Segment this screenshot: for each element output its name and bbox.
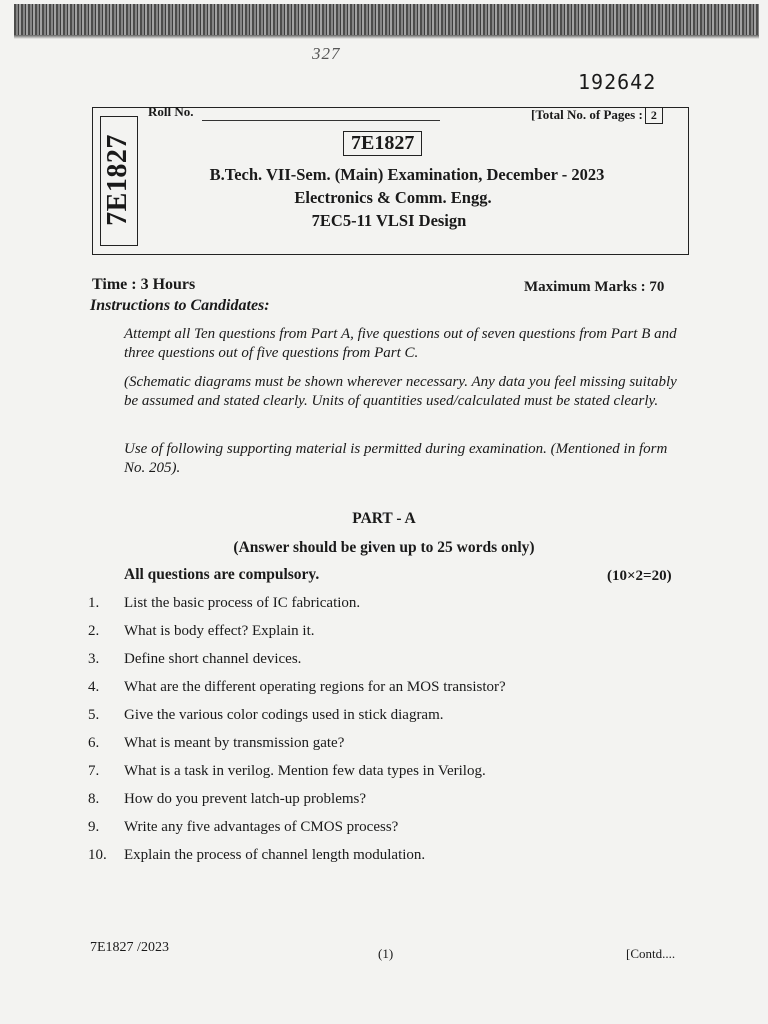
question-5	[88, 707, 444, 724]
question-text: What is body effect? Explain it.	[124, 623, 315, 639]
question-number: 7.	[88, 763, 100, 779]
question-number: 10.	[88, 847, 107, 863]
instruction-3: Use of following supporting material is permitted during examination. (Mentioned in form No. 205).	[124, 441, 668, 476]
exam-title: B.Tech. VII-Sem. (Main) Examination, December - 2023	[209, 165, 605, 184]
question-number: 3.	[88, 651, 100, 667]
instruction-2: (Schematic diagrams must be shown wherever necessary. Any data you feel missing suitably be assumed and stated clearly. Units of quantities used/calculated must be stated clearly.	[124, 374, 677, 409]
total-pages-value: 2	[645, 107, 663, 124]
scan-border	[14, 4, 759, 36]
question-text: Give the various color codings used in stick diagram.	[124, 707, 444, 723]
total-pages	[531, 107, 663, 124]
roll-number-line	[202, 120, 440, 121]
question-10	[88, 847, 425, 864]
question-number: 6.	[88, 735, 100, 751]
roll-label: Roll No.	[148, 104, 194, 119]
side-paper-code: 7E1827	[102, 134, 133, 226]
total-pages-label: [Total No. of Pages :	[531, 107, 643, 122]
question-text: Define short channel devices.	[124, 651, 302, 667]
subject-name: 7EC5-11 VLSI Design	[311, 211, 467, 230]
part-a-marks: (10×2=20)	[607, 568, 672, 584]
question-8	[88, 791, 366, 808]
part-a-title: PART - A	[352, 510, 416, 527]
question-number: 8.	[88, 791, 100, 807]
question-text: What are the different operating regions for an MOS transistor?	[124, 679, 506, 695]
branch-name: Electronics & Comm. Engg.	[294, 188, 492, 207]
question-text: What is meant by transmission gate?	[124, 735, 345, 751]
exam-duration: Time : 3 Hours	[92, 276, 196, 293]
question-3	[88, 651, 301, 668]
paper-code: 7E1827	[343, 131, 422, 156]
question-4	[88, 679, 506, 696]
instruction-1: Attempt all Ten questions from Part A, five questions out of seven questions from Part B and three questions out of five questions from Part C.	[124, 326, 677, 361]
question-number: 2.	[88, 623, 100, 639]
question-text: Write any five advantages of CMOS process?	[124, 819, 399, 835]
question-9	[88, 819, 398, 836]
question-number: 9.	[88, 819, 100, 835]
serial-number: 192642	[578, 70, 657, 94]
question-number: 4.	[88, 679, 100, 695]
question-number: 5.	[88, 707, 100, 723]
handwritten-note: 327	[312, 44, 341, 63]
question-text: List the basic process of IC fabrication.	[124, 595, 361, 611]
question-1	[88, 595, 360, 612]
footer-page-number: (1)	[378, 946, 394, 961]
question-number: 1.	[88, 595, 100, 611]
question-7	[88, 763, 486, 780]
instructions-title: Instructions to Candidates:	[90, 297, 270, 314]
footer-paper-code: 7E1827 /2023	[90, 940, 169, 955]
question-6	[88, 735, 344, 752]
question-2	[88, 623, 315, 640]
question-text: What is a task in verilog. Mention few data types in Verilog.	[124, 763, 486, 779]
compulsory-note: All questions are compulsory.	[124, 566, 320, 583]
question-text: How do you prevent latch-up problems?	[124, 791, 367, 807]
footer-continued: [Contd....	[626, 946, 676, 961]
maximum-marks: Maximum Marks : 70	[524, 279, 665, 295]
part-a-subtitle: (Answer should be given up to 25 words only)	[233, 539, 535, 556]
question-text: Explain the process of channel length modulation.	[124, 847, 426, 863]
